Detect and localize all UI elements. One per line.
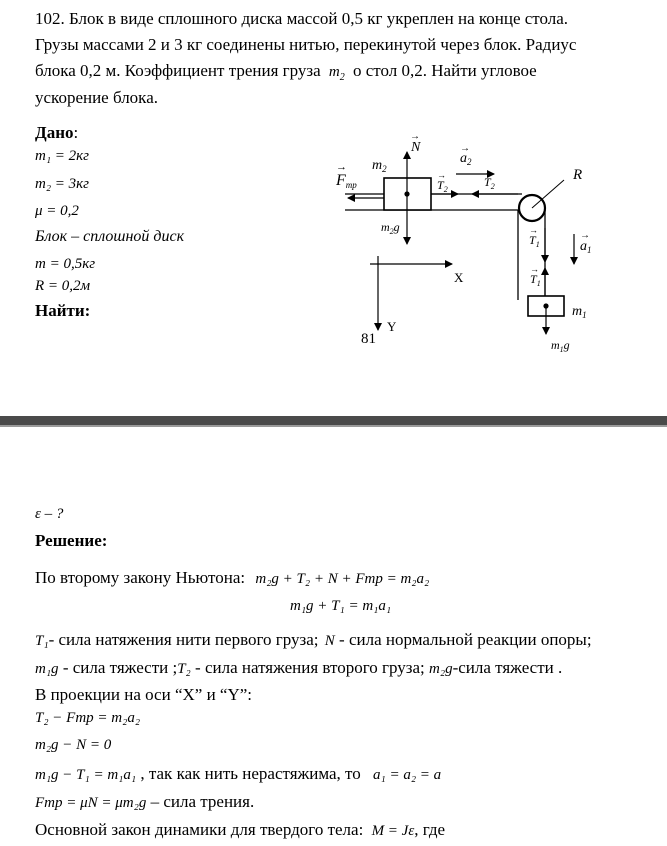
page-separator [0,416,667,425]
label-T2b: $T_2$ [484,175,495,191]
label-m2: $m_2$ [372,158,387,174]
label-T1: $T_1$ [529,233,540,249]
problem-line-4: ускорение блока. [35,88,158,107]
given-item-m2: m₂ = 3кг [35,176,90,192]
find-epsilon: ε – ? [35,506,64,522]
label-F-vec: → [336,161,347,173]
page-number: 81 [361,331,376,347]
equation-2: m₁g + T₁ = m₁a₁ [290,598,392,614]
label-T2b-vec: → [484,167,493,177]
projection-eq-1: T₂ − Fтр = m₂a₂ [35,710,141,726]
given-item-mu: μ = 0,2 [35,203,79,219]
label-a2: $a_2$ [460,151,472,167]
label-a2-vec: → [460,143,470,154]
given-item-block: Блок – сплошной диск [35,228,185,245]
solution-heading: Решение: [35,531,108,550]
projection-eq-2: m₂g − N = 0 [35,737,112,753]
projection-eq-3: m₁g − T₁ = m₁a₁ , так как нить нерастяжима, то a₁ = a₂ = a [35,764,442,783]
desc-line-2: m₁g - сила тяжести ;T₂ - сила натяжения второго груза; m₂g-сила тяжести . [35,658,563,677]
label-m1: $m_1$ [572,304,587,320]
given-item-r: R = 0,2м [35,278,91,294]
given-item-m: m = 0,5кг [35,256,96,272]
label-T2: $T_2$ [437,178,448,194]
label-X: X [454,270,464,285]
label-T1-vec: → [529,225,538,235]
projection-eq-4: Fтр = μN = μm₂g – сила трения. [35,792,255,811]
label-T1b: $T_1$ [530,272,541,288]
label-T2-vec: → [437,170,446,180]
equation-1: m₂g + T₂ + N + Fтр = m₂a₂ [255,571,430,587]
given-heading: Дано: [35,123,79,142]
rigid-body-law: Основной закон динамики для твердого тела: M = Jε, где [35,820,446,839]
desc-line-1: T₁- сила натяжения нити первого груза; N - сила нормальной реакции опоры; [35,630,592,649]
label-N: N [411,140,421,155]
physics-diagram [0,0,667,400]
problem-line-2: Грузы массами 2 и 3 кг соединены нитью, перекинутой через блок. Радиус [35,35,577,54]
find-heading: Найти: [35,301,91,320]
label-m2g: $m_2g$ [381,220,400,236]
pulley-radius [532,180,564,208]
label-m1g: $m_1g$ [551,338,570,354]
projection-intro: В проекции на оси “X” и “Y”: [35,685,253,704]
label-R: R [573,167,583,183]
given-item-m1: m₁ = 2кг [35,148,90,164]
label-Y: Y [387,319,397,334]
label-N-vec: → [410,131,420,142]
label-a1-vec: → [580,230,590,241]
label-T1b-vec: → [530,264,539,274]
label-F: Fтр [336,172,357,190]
newton-intro: По второму закону Ньютона: m₂g + T₂ + N + Fтр = m₂a₂ [35,568,430,587]
page-separator-shadow [0,425,667,427]
problem-line-3: блока 0,2 м. Коэффициент трения груза $m_2$ о стол 0,2. Найти угловое [35,61,537,83]
problem-line-1: 102. Блок в виде сплошного диска массой 0,5 кг укреплен на конце стола. [35,9,569,28]
label-a1: $a_1$ [580,239,592,255]
